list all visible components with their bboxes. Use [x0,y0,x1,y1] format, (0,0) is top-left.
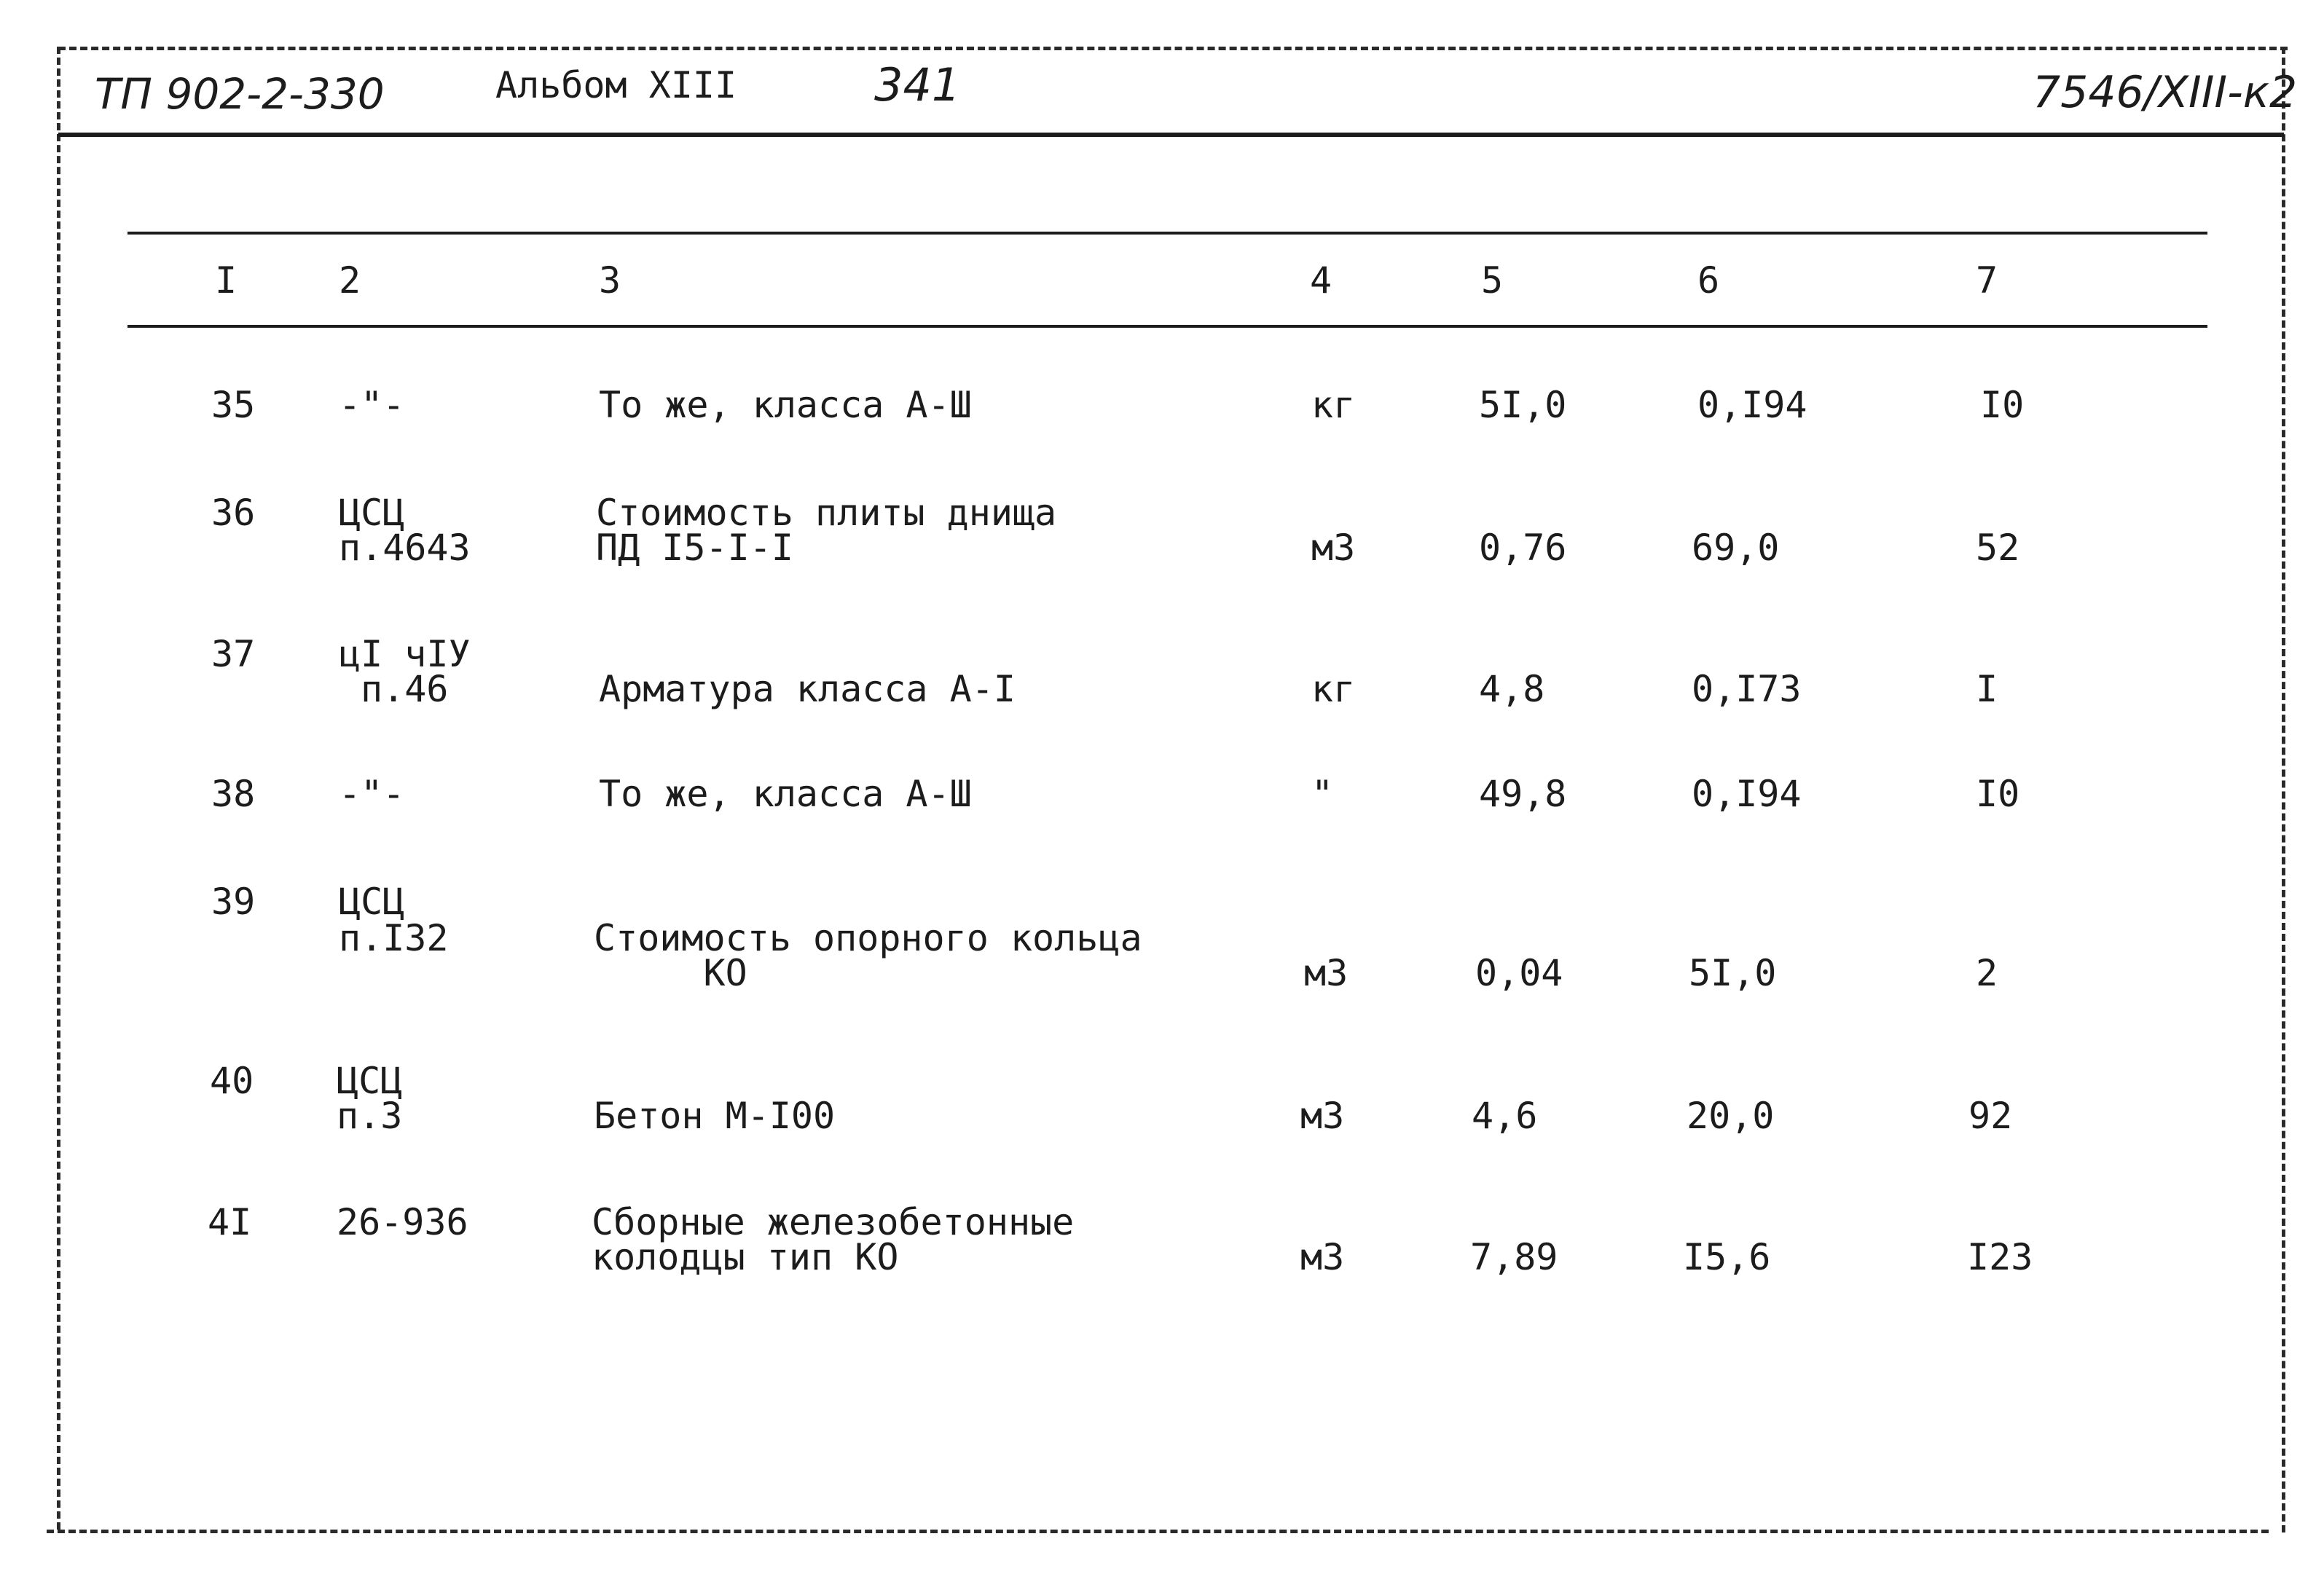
row-quantity: 0,76 [1479,527,1567,569]
column-header-3: 3 [599,259,621,302]
row-quantity: 5I,0 [1479,384,1567,426]
row-unit: кг [1311,384,1356,426]
row-description: Стоимость опорного кольца [594,917,1142,959]
row-description-line-2: ПД I5-I-I [596,527,793,569]
row-quantity: 7,89 [1470,1236,1558,1278]
row-number: 37 [211,633,256,675]
row-quantity: 49,8 [1479,773,1567,815]
row-number: 35 [211,384,256,426]
table-top-rule [127,232,2207,235]
row-description-line-2: колодцы тип КО [592,1236,899,1278]
row-reference-line-2: п.46 [361,668,449,710]
row-unit-price: 0,I73 [1692,668,1802,710]
column-header-2: 2 [339,259,361,302]
row-reference: ЦСЦ [339,492,405,534]
row-number: 40 [210,1060,254,1102]
row-number: 36 [211,492,256,534]
album-label: Альбом XIII [495,64,737,106]
table-header-rule [127,325,2207,328]
row-reference: 26-936 [337,1201,468,1243]
header-rule [58,133,2284,137]
frame-left-border [57,47,60,1530]
row-number: 39 [211,881,256,923]
row-total: 92 [1968,1095,2013,1137]
row-reference-line-2: п.4643 [339,527,471,569]
row-total: 2 [1976,952,1998,994]
row-total: I0 [1976,773,2020,815]
row-unit: м3 [1300,1095,1345,1137]
row-unit-price: 0,I94 [1692,773,1802,815]
row-reference: -"- [339,384,405,426]
row-unit: м3 [1304,952,1349,994]
row-description: То же, класса А-Ш [599,384,972,426]
row-total: I23 [1967,1236,2033,1278]
row-unit-price: 0,I94 [1697,384,1807,426]
row-unit-price: 5I,0 [1689,952,1777,994]
row-unit: " [1311,773,1334,815]
row-total: I [1976,668,1998,710]
row-quantity: 4,6 [1472,1095,1538,1137]
row-number: 4I [208,1201,252,1243]
column-header-1: I [215,259,237,302]
row-number: 38 [211,773,256,815]
row-reference-line-2: п.I32 [339,917,449,959]
row-reference: -"- [339,773,405,815]
row-reference: цI чIУ [339,633,471,675]
project-number: ТП 902-2-330 [95,69,385,119]
row-unit: кг [1311,668,1356,710]
row-unit: м3 [1311,527,1356,569]
frame-bottom-border [47,1530,2269,1533]
row-description-line-2: КО [594,952,747,994]
row-quantity: 0,04 [1475,952,1563,994]
row-reference: ЦСЦ [339,881,405,923]
row-reference: ЦСЦ [337,1060,403,1102]
row-description: То же, класса А-Ш [599,773,972,815]
row-unit-price: I5,6 [1683,1236,1771,1278]
row-unit-price: 69,0 [1692,527,1780,569]
row-quantity: 4,8 [1479,668,1545,710]
row-description: Стоимость плиты днища [596,492,1057,534]
sheet-number: 341 [874,58,961,111]
row-reference-line-2: п.3 [337,1095,403,1137]
row-description: Бетон М-I00 [594,1095,836,1137]
row-total: 52 [1976,527,2020,569]
row-unit-price: 20,0 [1687,1095,1775,1137]
archive-code: 7546/XIII-к2 [2033,67,2298,118]
column-header-5: 5 [1481,259,1504,302]
frame-top-border [58,47,2288,50]
row-description: Арматура класса А-I [599,668,1016,710]
frame-right-border [2282,47,2285,1532]
row-unit: м3 [1300,1236,1345,1278]
column-header-6: 6 [1697,259,1720,302]
row-description: Сборные железобетонные [592,1201,1075,1243]
row-total: I0 [1980,384,2025,426]
column-header-7: 7 [1976,259,1998,302]
column-header-4: 4 [1310,259,1332,302]
